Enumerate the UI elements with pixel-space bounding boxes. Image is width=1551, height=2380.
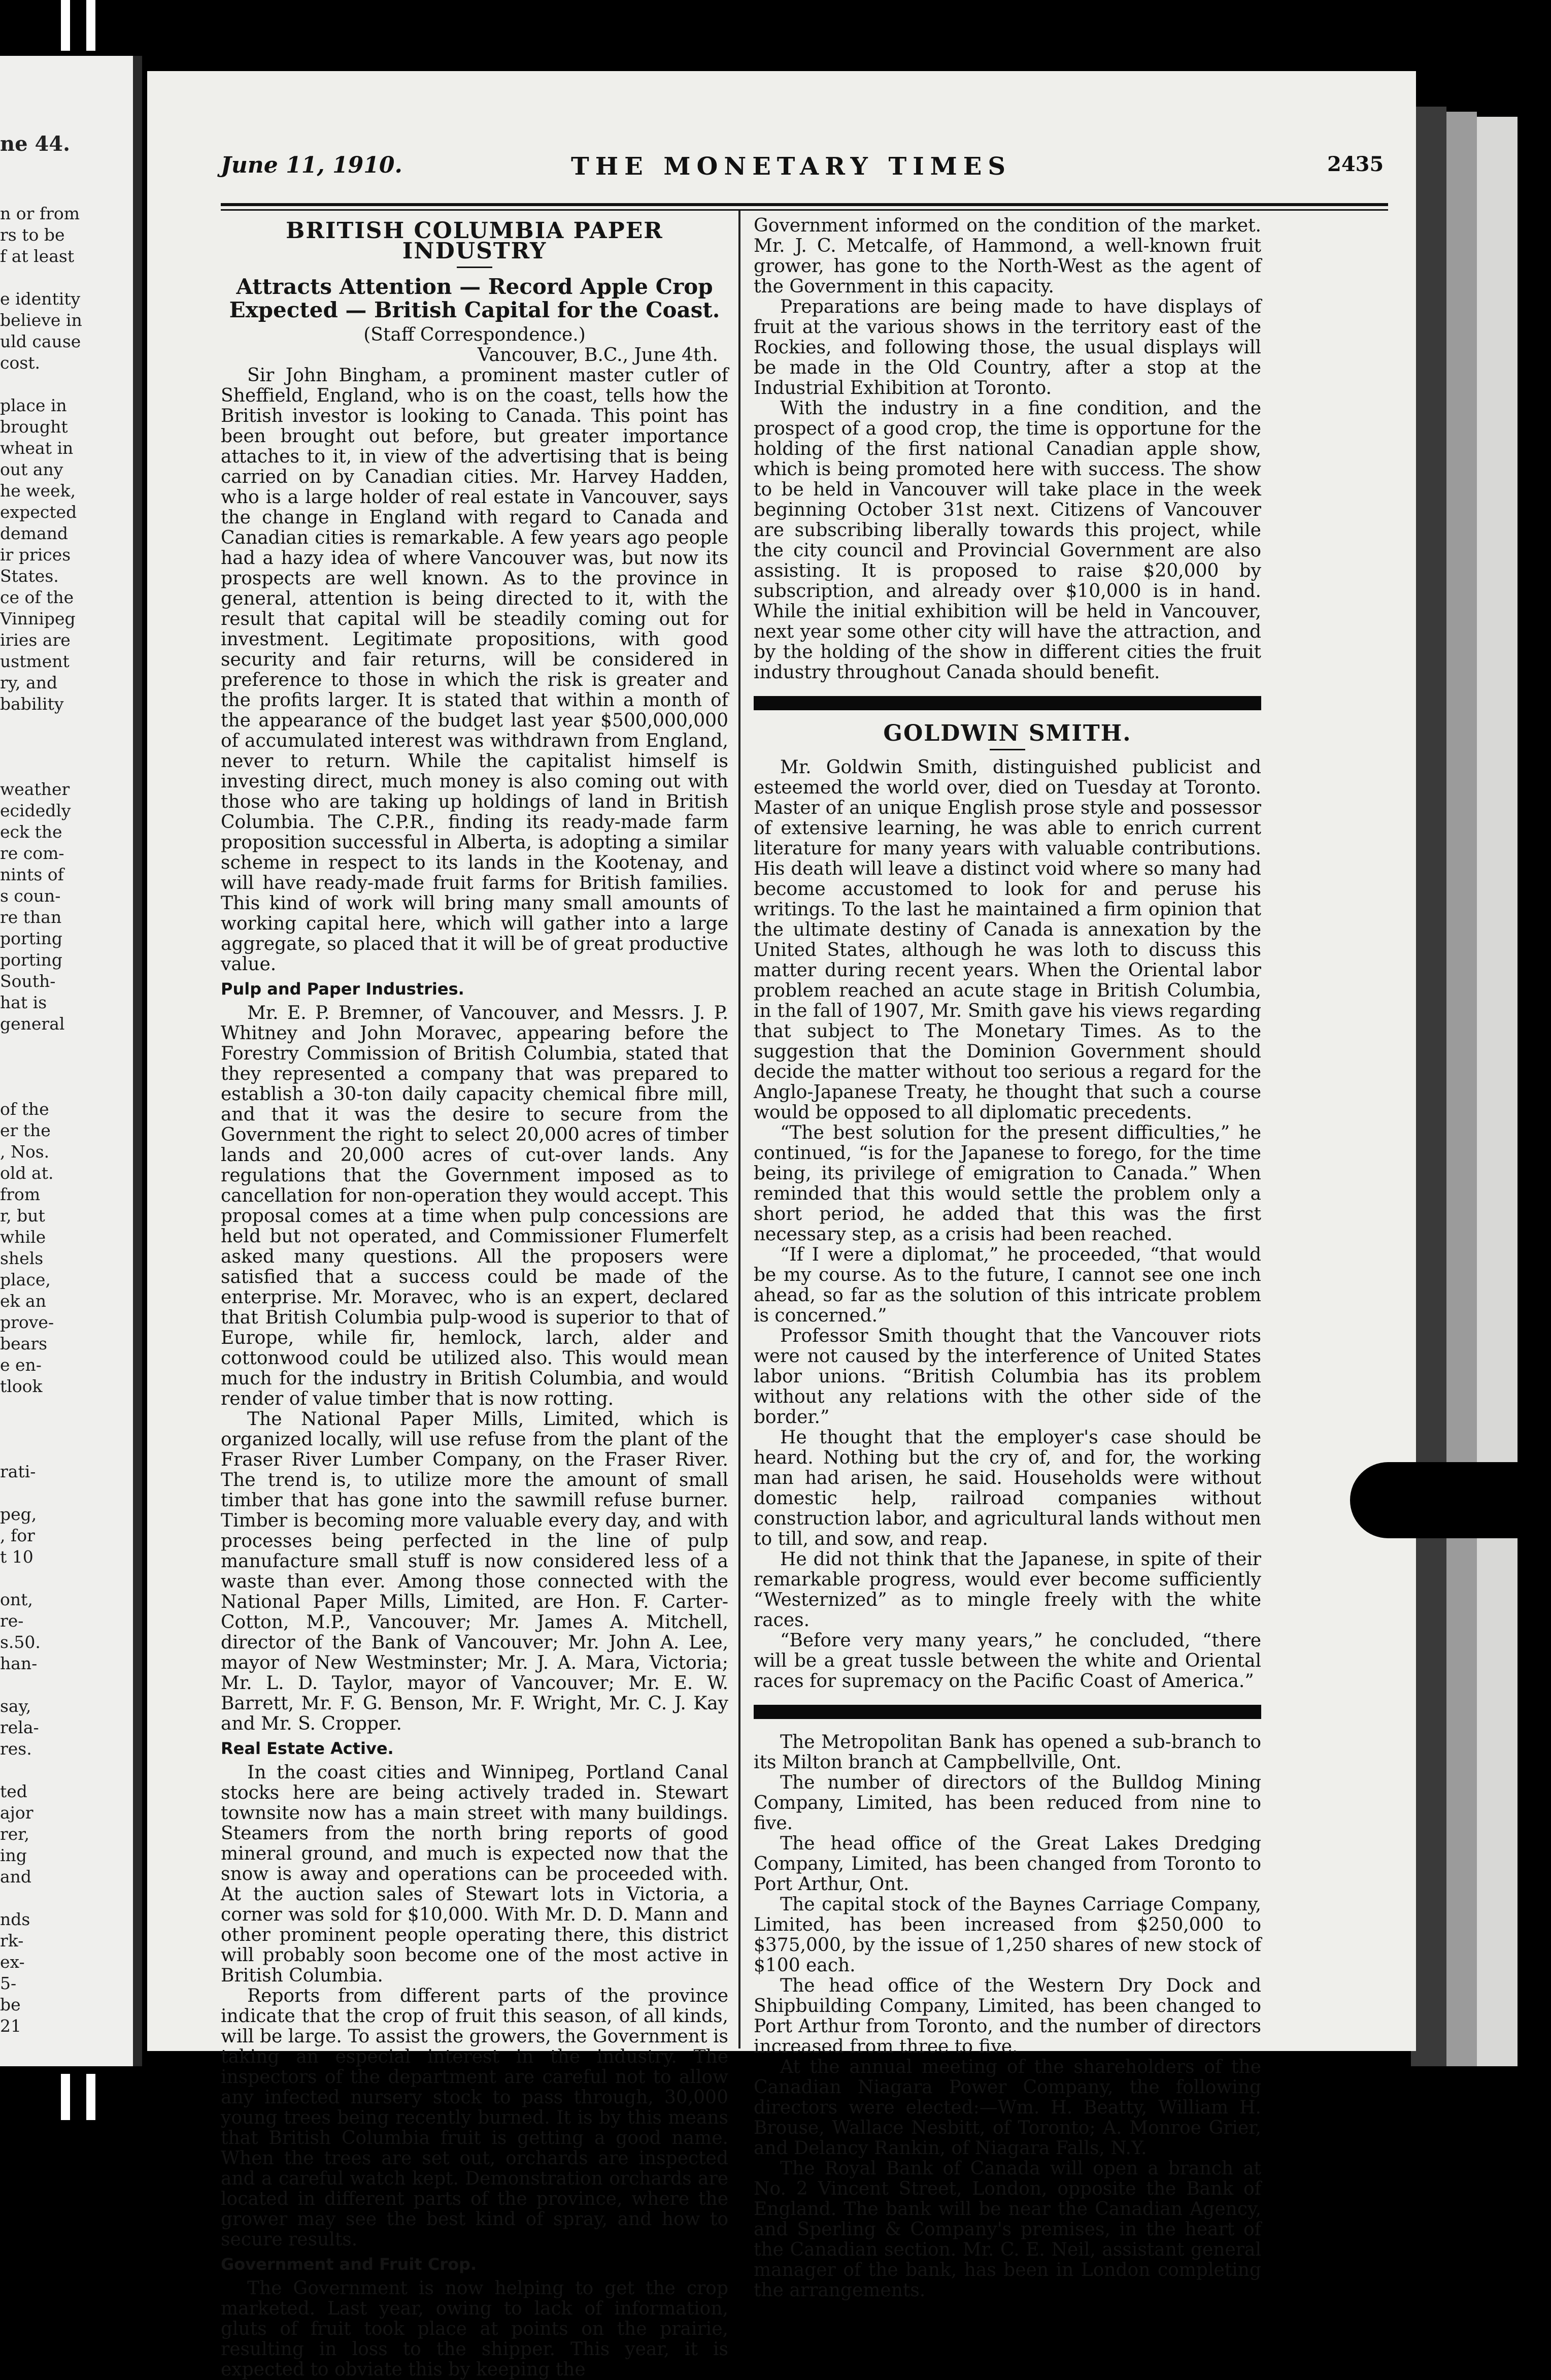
news-item: The number of directors of the Bulldog Mining Company, Limited, has been reduced from nine to five. (754, 1772, 1261, 1834)
paragraph: He thought that the employer's case should be heard. Nothing but the cry of, and for, the working man had arisen, he said. Households were without domestic help, railroad companies without construction labor, and agricultural lands without men to till, and sow, and reap. (754, 1427, 1261, 1549)
facing-page-line (0, 1035, 137, 1056)
facing-page-line: iries are (0, 630, 71, 650)
facing-page-line: t 10 (0, 1547, 33, 1567)
facing-page-line: rer, (0, 1824, 29, 1844)
facing-page-line: brought (0, 417, 68, 437)
article-title-goldwin-smith: GOLDWIN SMITH. (883, 720, 1132, 746)
paragraph: Professor Smith thought that the Vancouver riots were not caused by the interference of United States labor unions. “British Columbia has its problem without any relations with the other side of the border.” (754, 1326, 1261, 1428)
facing-page-line: e en- (0, 1355, 42, 1375)
facing-page-line: believe in (0, 310, 82, 330)
facing-page-line: han- (0, 1654, 38, 1673)
facing-page-line: South- (0, 971, 56, 991)
page-number: 2435 (1327, 152, 1384, 176)
facing-page-line: prove- (0, 1312, 54, 1332)
facing-page-line: ustment (0, 651, 70, 671)
facing-page-line: n or from (0, 204, 80, 223)
paragraph: “The best solution for the present difficulties,” he continued, “is for the Japanese to forego, for the time being, its privilege of emigration to Canada.” When reminded that this would settle the problem only a short period, he added that this was the first necessary step, as a crisis had been reached. (754, 1122, 1261, 1245)
facing-page-line: be (0, 1995, 21, 2014)
facing-page-text-lines (0, 203, 137, 2037)
page-edge-stack (1446, 112, 1477, 2066)
facing-page-line: ex- (0, 1952, 25, 1972)
facing-page-line: porting (0, 929, 62, 948)
facing-page-line: ing (0, 1845, 27, 1865)
news-item: At the annual meeting of the shareholders of the Canadian Niagara Power Company, the following directors were elected:—Wm. H. Beatty, William H. Brouse, Wallace Nesbitt, of Toronto; A. Monroe Grier, and Delancy Rankin, of Niagara Falls, N.Y. (754, 2057, 1261, 2159)
paragraph: Reports from different parts of the province indicate that the crop of fruit this season, of all kinds, will be large. To assist the growers, the Government is taking an especial interest in the industry. The inspectors of the department are careful not to allow any infected nursery stock to pass through, 30,000 young trees being recently burned. It is by this means that British Columbia fruit is getting a good name. When the trees are set out, orchards are inspected and a careful watch kept. Demonstration orchards are located in different parts of the province, where the grower may see the best kind of spray, and how to secure results. (221, 1986, 728, 2250)
facing-page-line: e identity (0, 289, 81, 309)
film-frame-mark-bottom-left (61, 2074, 70, 2120)
facing-page-line: while (0, 1227, 46, 1247)
facing-page-line: and (0, 1867, 32, 1887)
facing-page-line: place, (0, 1270, 51, 1290)
facing-page-line: ir prices (0, 545, 71, 565)
header-rule-thin (221, 209, 1388, 211)
article-separator (754, 696, 1261, 710)
facing-page-line: 5- (0, 1973, 17, 1993)
film-frame-mark-top-right (86, 0, 95, 51)
facing-page-number: ne 44. (0, 132, 71, 156)
right-column (754, 216, 1261, 2301)
facing-page-line (0, 1888, 137, 1909)
page-header (221, 152, 1459, 193)
paragraph: In the coast cities and Winnipeg, Portland Canal stocks here are being actively traded in. Stewart townsite now has a main street with many buildings. Steamers from the north bring reports of good mineral ground, and much is expected now that the snow is away and operations can be proceeded with. At the auction sales of Stewart lots in Victoria, a corner was sold for $10,000. With Mr. D. D. Mann and other prominent people operating there, this district will probably soon become one of the most active in British Columbia. (221, 1762, 728, 1986)
title-rule (457, 267, 492, 268)
section-heading-pulp: Pulp and Paper Industries. (221, 979, 464, 999)
paragraph: “Before very many years,” he concluded, “there will be a great tussle between the white and Oriental races for supremacy on the Pacific Coast of America.” (754, 1630, 1261, 1692)
article-subhead: Attracts Attention — Record Apple Crop Expected — British Capital for the Coast. (229, 274, 720, 322)
facing-page-line: s.50. (0, 1632, 41, 1652)
facing-page-line: ont, (0, 1590, 33, 1609)
facing-page-line: say, (0, 1696, 31, 1716)
facing-page-line: , Nos. (0, 1142, 50, 1162)
paragraph: The Government is now helping to get the crop marketed. Last year, owing to lack of information, gluts of fruit took place at points on the prairie, resulting in loss to the shipper. This year, it is expected to obviate this by keeping the (221, 2278, 728, 2380)
news-item: The Metropolitan Bank has opened a sub-branch to its Milton branch at Campbellville, Ont. (754, 1732, 1261, 1773)
byline: (Staff Correspondence.) (363, 324, 586, 345)
facing-page-line (0, 1418, 137, 1440)
page-clip-shadow (1350, 1462, 1551, 1538)
issue-date: June 11, 1910. (221, 152, 402, 178)
article-separator (754, 1705, 1261, 1719)
facing-page-line (0, 374, 137, 395)
title-rule (990, 749, 1025, 750)
facing-page-line: uld cause (0, 332, 81, 351)
masthead: THE MONETARY TIMES (571, 152, 1012, 181)
page-edge-shadow (1411, 107, 1446, 2066)
facing-page-line: nints of (0, 865, 64, 884)
facing-page-line: weather (0, 779, 70, 799)
facing-page-line (0, 267, 137, 288)
film-frame-mark-top-left (61, 0, 70, 51)
paragraph: Mr. Goldwin Smith, distinguished publicist and esteemed the world over, died on Tuesday at Toronto. Master of an unique English prose style and possessor of extensive learning, he was able to enrich current literature for many years with valuable contributions. His death will leave a distinct void where so many had become accustomed to look for and peruse his writings. To the last he maintained a firm opinion that the ultimate destiny of Canada is annexation by the United States, although he was loth to discuss this matter during recent years. When the Oriental labor problem reached an acute stage in British Columbia, in the fall of 1907, Mr. Smith gave his views regarding that subject to The Monetary Times. As to the suggestion that the Dominion Government should decide the matter without too serious a regard for the Anglo-Japanese Treaty, he thought that such a course would be opposed to all diplomatic precedents. (754, 757, 1261, 1123)
facing-page-line: old at. (0, 1163, 54, 1183)
newspaper-page (147, 71, 1416, 2380)
facing-page-line: porting (0, 950, 62, 970)
facing-page-line: rela- (0, 1717, 39, 1737)
paragraph: Sir John Bingham, a prominent master cutler of Sheffield, England, who is on the coast, tells how the British investor is looking to Canada. This point has been brought out before, but greater importance attaches to it, in view of the advertising that is being carried on by Canadian cities. Mr. Harvey Hadden, who is a large holder of real estate in Vancouver, says the change in England with regard to Canada and Canadian cities is remarkable. A few years ago people had a hazy idea of where Vancouver was, but now its prospects are well known. As to the province in general, attention is being directed to it, with the result that capital will be steadily coming out for investment. Legitimate propositions, with good security and fair returns, will be considered in preference to those in which the risk is greater and the profits larger. It is stated that within a month of the appearance of the budget last year $500,000,000 of accumulated interest was withdrawn from England, never to return. While the capitalist himself is investing direct, much money is also coming out with those who are taking up holdings of land in British Columbia. The C.P.R., finding its ready-made farm proposition successful in Alberta, is adopting a similar scheme in respect to its lands in the Kootenay, and will have ready-made fruit farms for British families. This kind of work will bring many small amounts of working capital here, which will gather into a large aggregate, so placed that it will be of great productive value. (221, 365, 728, 975)
facing-page-line (0, 1077, 137, 1099)
film-frame-mark-bottom-right (86, 2074, 95, 2120)
paragraph: “If I were a diplomat,” he proceeded, “that would be my course. As to the future, I cannot see one inch ahead, so far as the solution of this intricate problem is concerned.” (754, 1244, 1261, 1326)
facing-page-line (0, 1056, 137, 1077)
facing-page-line: he week, (0, 481, 76, 501)
facing-page-line: tlook (0, 1376, 43, 1396)
facing-page-line: ce of the (0, 587, 74, 607)
dateline: Vancouver, B.C., June 4th. (477, 345, 718, 366)
facing-page-line (0, 1440, 137, 1461)
facing-page-line (0, 1397, 137, 1418)
facing-page-line: Vinnipeg (0, 609, 76, 629)
facing-page-line: ecidedly (0, 801, 71, 820)
page-edge-stack-outer (1477, 117, 1518, 2066)
facing-page-line: expected (0, 502, 77, 522)
facing-page-line: ry, and (0, 673, 58, 692)
facing-page-line: f at least (0, 246, 75, 266)
facing-page-line (0, 757, 137, 779)
facing-page-line: States. (0, 566, 59, 586)
facing-page-line: er the (0, 1120, 51, 1140)
facing-page-line: ajor (0, 1803, 33, 1823)
paragraph: Mr. E. P. Bremner, of Vancouver, and Messrs. J. P. Whitney and John Moravec, appearing before the Forestry Commission of British Columbia, stated that they represented a company that was prepared to establish a 30-ton daily capacity chemical fibre mill, and that it was the desire to secure from the Government the right to select 20,000 acres of timber lands and 20,000 acres of cut-over lands. Any regulations that the Government imposed as to cancellation for non-operation they would accept. This proposal comes at a time when pulp concessions are held but not operated, and Commissioner Flumerfelt asked many questions. All the proposers were satisfied that a success could be made of the enterprise. Mr. Moravec, who is an expert, declared that British Columbia pulp-wood is superior to that of Europe, while fir, hemlock, larch, alder and cottonwood could be utilized also. This would mean much for the industry in British Columbia, and would render of value timber that is now rotting. (221, 1003, 728, 1409)
facing-page-line: re com- (0, 843, 64, 863)
section-heading-real-estate: Real Estate Active. (221, 1739, 394, 1758)
column-divider (738, 211, 740, 2048)
facing-page-line: demand (0, 523, 68, 543)
facing-page-line (0, 736, 137, 757)
facing-page-line: , for (0, 1526, 35, 1545)
facing-page-line: bability (0, 694, 64, 714)
paragraph: Preparations are being made to have displays of fruit at the various shows in the territory east of the Rockies, and following those, the usual displays will be made in the Old Country, after a stop at the Industrial Exhibition at Toronto. (754, 296, 1261, 399)
left-column (221, 216, 728, 2380)
article-title-bc-paper: BRITISH COLUMBIA PAPER INDUSTRY (286, 218, 663, 264)
facing-page-line: rati- (0, 1462, 36, 1481)
header-rule (221, 203, 1388, 206)
facing-page-fragment (0, 56, 140, 2066)
facing-page-line (0, 715, 137, 736)
facing-page-line: wheat in (0, 438, 74, 458)
facing-page-line: ek an (0, 1291, 46, 1311)
facing-page-line: cost. (0, 353, 41, 373)
facing-page-line (0, 1674, 137, 1696)
section-heading-fruit-crop: Government and Fruit Crop. (221, 2255, 477, 2274)
facing-page-line (0, 1568, 137, 1589)
facing-page-line: re- (0, 1611, 24, 1631)
news-item: The Royal Bank of Canada will open a branch at No. 2 Vincent Street, London, opposite the Bank of England. The bank will be near the Canadian Agency, and Sperling & Company's premises, in the heart of the Canadian section. Mr. C. E. Neil, assistant general manager of the bank, has been in London completing the arrangements. (754, 2158, 1261, 2301)
facing-page-line: rk- (0, 1931, 24, 1951)
facing-page-line (0, 1760, 137, 1781)
facing-page-line: s coun- (0, 886, 61, 906)
facing-page-line: res. (0, 1739, 32, 1759)
facing-page-line: r, but (0, 1206, 45, 1226)
paragraph: He did not think that the Japanese, in spite of their remarkable progress, would ever become sufficiently “Westernized” as to mingle freely with the white races. (754, 1549, 1261, 1631)
facing-page-line: eck the (0, 822, 62, 842)
facing-page-line: from (0, 1184, 41, 1204)
facing-page-line: out any (0, 459, 63, 479)
facing-page-line: nds (0, 1909, 30, 1929)
facing-page-line: of the (0, 1099, 49, 1119)
facing-page-line (0, 1482, 137, 1504)
facing-page-line: hat is (0, 993, 47, 1012)
facing-page-line: shels (0, 1248, 44, 1268)
facing-page-line: 21 (0, 2016, 21, 2036)
paragraph-continued: Government informed on the condition of the market. Mr. J. C. Metcalfe, of Hammond, a well-known fruit grower, has gone to the North-West as the agent of the Government in this capacity. (754, 215, 1261, 297)
paragraph: With the industry in a fine condition, and the prospect of a good crop, the time is opportune for the holding of the first national Canadian apple show, which is being promoted here with success. The show to be held in Vancouver will take place in the week beginning October 31st next. Citizens of Vancouver are subscribing liberally towards this project, while the city council and Provincial Government are also assisting. It is proposed to raise $20,000 by subscription, and already over $10,000 is in hand. While the initial exhibition will be held in Vancouver, next year some other city will have the attraction, and by the holding of the show in different cities the fruit industry throughout Canada should benefit. (754, 398, 1261, 683)
paragraph: The National Paper Mills, Limited, which is organized locally, will use refuse from the plant of the Fraser River Lumber Company, on the Fraser River. The trend is, to utilize more the amount of small timber that has gone into the sawmill refuse burner. Timber is becoming more valuable every day, and with processes being perfected in the line of pulp manufacture small stuff is now considered less of a waste than ever. Among those connected with the National Paper Mills, Limited, are Hon. F. Carter-Cotton, M.P., Vancouver; Mr. James A. Mitchell, director of the Bank of Vancouver; Mr. John A. Lee, mayor of New Westminster; Mr. J. A. Mara, Victoria; Mr. L. D. Taylor, mayor of Vancouver; Mr. E. W. Barrett, Mr. F. G. Benson, Mr. F. Wright, Mr. C. J. Kay and Mr. S. Cropper. (221, 1409, 728, 1734)
news-item: The capital stock of the Baynes Carriage Company, Limited, has been increased from $250,000 to $375,000, by the issue of 1,250 shares of new stock of $100 each. (754, 1894, 1261, 1976)
facing-page-line: rs to be (0, 225, 65, 245)
facing-page-line: ted (0, 1781, 27, 1801)
facing-page-line: re than (0, 907, 62, 927)
news-item: The head office of the Great Lakes Dredging Company, Limited, has been changed from Toronto to Port Arthur, Ont. (754, 1833, 1261, 1895)
book-gutter (133, 56, 142, 2066)
facing-page-line: place in (0, 395, 67, 415)
facing-page-line: peg, (0, 1504, 37, 1524)
facing-page-line: bears (0, 1334, 48, 1353)
facing-page-line: general (0, 1014, 65, 1034)
news-item: The head office of the Western Dry Dock and Shipbuilding Company, Limited, has been changed to Port Arthur from Toronto, and the number of directors increased from three to five. (754, 1975, 1261, 2057)
